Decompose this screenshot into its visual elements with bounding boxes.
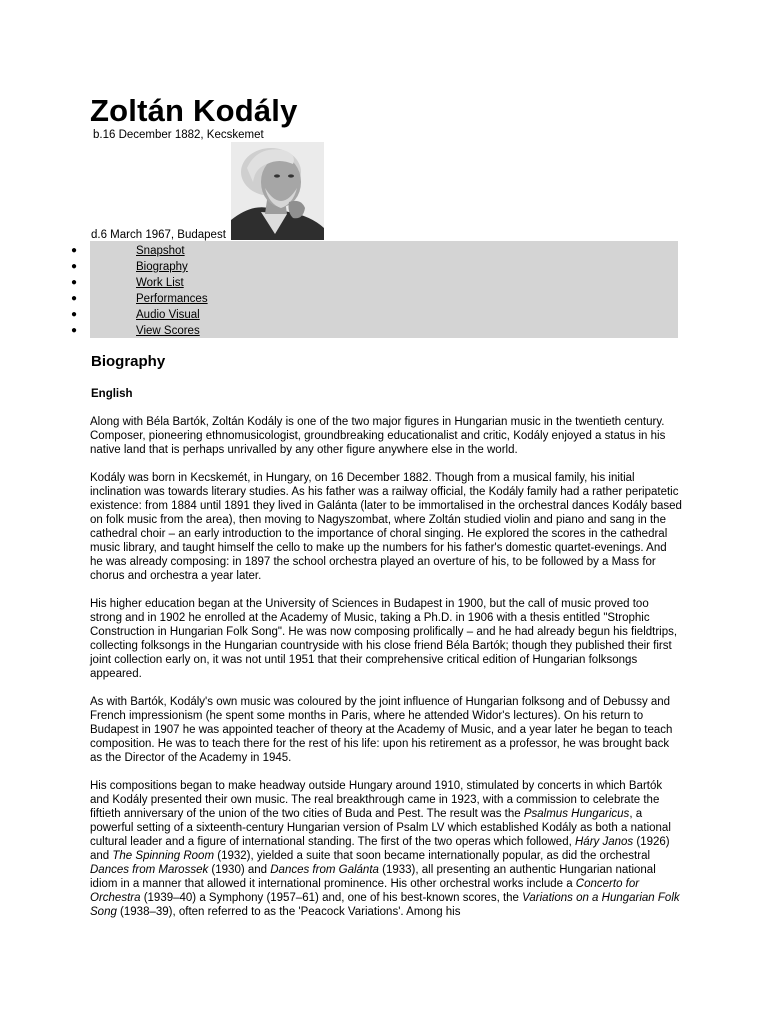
nav-link-view-scores[interactable]: View Scores bbox=[136, 325, 200, 337]
text-run: (1930) and bbox=[208, 864, 271, 876]
text-run: (1938–39), often referred to as the 'Peacock Variations'. Among his bbox=[116, 906, 461, 918]
biography-text bbox=[90, 415, 682, 933]
bullet-icon: ● bbox=[71, 309, 78, 320]
nav-link-audio-visual[interactable]: Audio Visual bbox=[136, 309, 200, 321]
text-run: , a powerful setting of a sixteenth-century Hungarian version of Psalm LV which established Kodály as both a national cultural leader and a figure of international standing. The first of the two operas which followed, bbox=[90, 808, 671, 848]
nav-item-biography bbox=[71, 259, 678, 275]
text-run: (1932), yielded a suite that soon became internationally popular, as did the orchestral bbox=[214, 850, 651, 862]
work-title: Dances from Galánta bbox=[270, 864, 379, 876]
paragraph bbox=[90, 779, 682, 919]
bullet-icon: ● bbox=[71, 325, 78, 336]
death-info: d.6 March 1967, Budapest bbox=[91, 229, 226, 241]
work-title: Variations on a Hungarian Folk Song bbox=[90, 892, 680, 918]
work-title: The Spinning Room bbox=[112, 850, 215, 862]
nav-item-audio-visual bbox=[71, 307, 678, 323]
birth-info: b.16 December 1882, Kecskemet bbox=[93, 129, 264, 141]
composer-portrait bbox=[231, 142, 324, 240]
nav-link-snapshot[interactable]: Snapshot bbox=[136, 245, 185, 257]
text-run: (1939–40) a Symphony (1957–61) and, one of his best-known scores, the bbox=[140, 892, 523, 904]
bullet-icon: ● bbox=[71, 293, 78, 304]
paragraph: Kodály was born in Kecskemét, in Hungary, on 16 December 1882. Though from a musical family, his initial inclination was towards literary studies. As his father was a railway official, the Kodály family had a rather peripatetic existence: from 1884 until 1891 they lived in Galánta (later to be immortalised in the orchestral dances Kodály based on folk music from the area), then moving to Nagyszombat, where Zoltán studied violin and piano and sang in the cathedral choir – an early introduction to the importance of choral singing. He explored the scores in the cathedral music library, and taught himself the cello to make up the numbers for his father's domestic quartet-evenings. And he was already composing: in 1897 the school orchestra played an overture of his, to be followed by a Mass for chorus and orchestra a year later. bbox=[90, 472, 682, 582]
page-title: Zoltán Kodály bbox=[90, 93, 298, 128]
nav-link-performances[interactable]: Performances bbox=[136, 293, 208, 305]
nav-item-view-scores bbox=[71, 323, 678, 339]
section-heading: Biography bbox=[91, 353, 166, 370]
paragraph: Along with Béla Bartók, Zoltán Kodály is one of the two major figures in Hungarian music in the twentieth century. Composer, pioneering ethnomusicologist, groundbreaking educationalist and critic, Kodály enjoyed a status in his native land that is perhaps unrivalled by any other figure anywhere else in the world. bbox=[90, 416, 666, 456]
work-title: Háry Janos bbox=[575, 836, 634, 848]
bullet-icon: ● bbox=[71, 261, 78, 272]
text-run: (1933), all presenting an authentic Hungarian national idiom in a manner that allowed it international prominence. His other orchestral works include a bbox=[90, 864, 656, 890]
portrait-image bbox=[231, 142, 324, 240]
language-heading: English bbox=[91, 388, 133, 400]
section-nav bbox=[71, 241, 678, 338]
work-title: Concerto for Orchestra bbox=[90, 878, 640, 904]
bullet-icon: ● bbox=[71, 245, 78, 256]
nav-link-work-list[interactable]: Work List bbox=[136, 277, 184, 289]
text-run: (1926) and bbox=[90, 836, 670, 862]
text-run: His compositions began to make headway outside Hungary around 1910, stimulated by concerts in which Bartók and Kodály presented their own music. The real breakthrough came in 1923, with a commission to celebrate the fiftieth anniversary of the union of the two cities of Buda and Pest. The result was the bbox=[90, 780, 663, 820]
work-title: Psalmus Hungaricus bbox=[523, 808, 630, 820]
nav-item-snapshot bbox=[71, 243, 678, 259]
nav-link-biography[interactable]: Biography bbox=[136, 261, 188, 273]
work-title: Dances from Marossek bbox=[90, 864, 209, 876]
nav-item-work-list bbox=[71, 275, 678, 291]
nav-item-performances bbox=[71, 291, 678, 307]
paragraph: As with Bartók, Kodály's own music was coloured by the joint influence of Hungarian folksong and of Debussy and French impressionism (he spent some months in Paris, where he attended Widor's lectures). On his return to Budapest in 1907 he was appointed teacher of theory at the Academy of Music, and a year later he began to teach composition. He was to teach there for the rest of his life: upon his retirement as a professor, he was brought back as the Director of the Academy in 1945. bbox=[90, 696, 673, 764]
bullet-icon: ● bbox=[71, 277, 78, 288]
paragraph: His higher education began at the University of Sciences in Budapest in 1900, but the call of music proved too strong and in 1902 he enrolled at the Academy of Music, taking a Ph.D. in 1906 with a thesis entitled "Strophic Construction in Hungarian Folk Song". He was now composing prolifically – and he had already begun his fieldtrips, collecting folksongs in the Hungarian countryside with his close friend Béla Bartók; though they published their first joint collection early on, it was not until 1951 that their comprehensive critical edition of Hungarian folksongs appeared. bbox=[90, 598, 678, 680]
